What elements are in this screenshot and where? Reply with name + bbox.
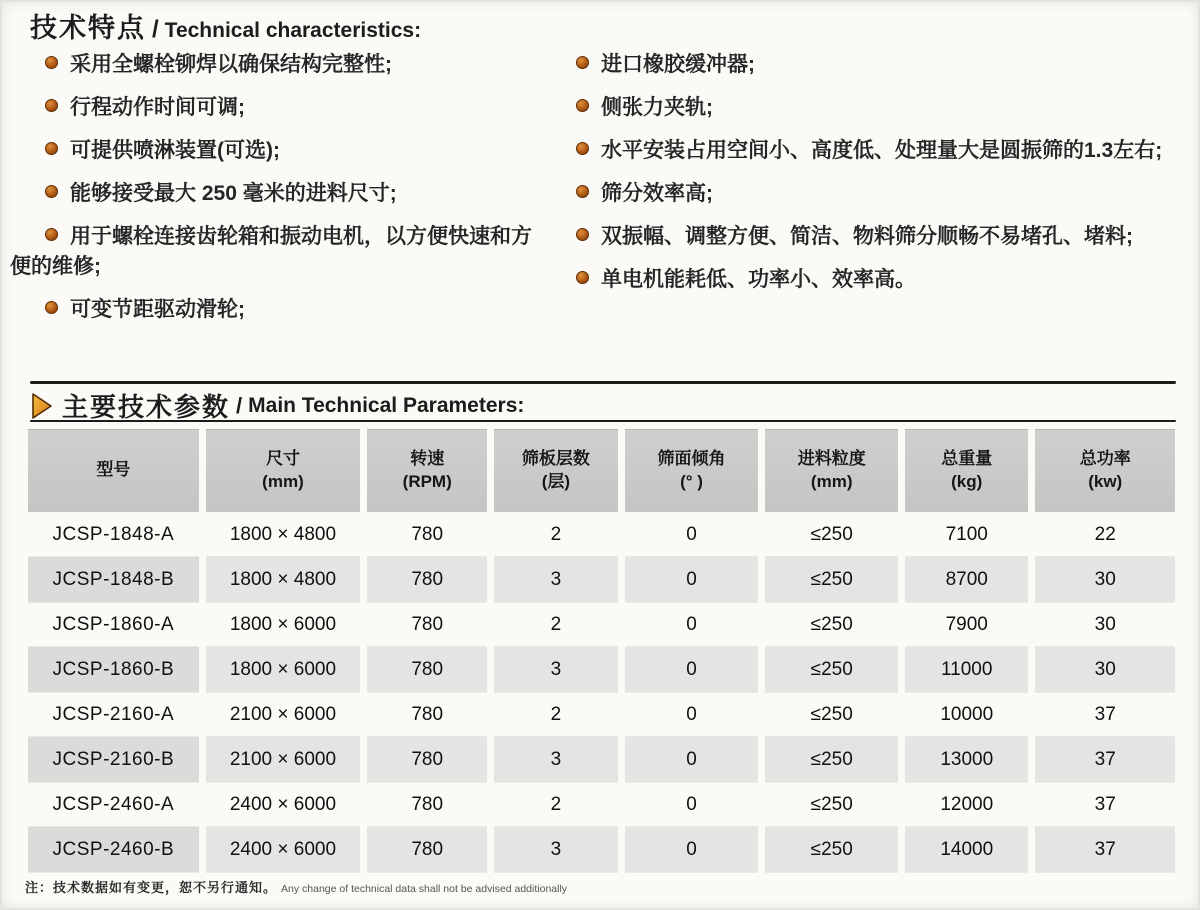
table-header-cell: [28, 429, 199, 512]
table-cell: 1800 × 6000: [229, 613, 337, 635]
footnote-en: Any change of technical data shall not be advised additionally: [281, 883, 568, 895]
header-unit: (kw): [1088, 471, 1123, 491]
table-cell: 22: [1094, 523, 1116, 545]
feature-item: [10, 50, 550, 80]
footnote-zh: 注：技术数据如有变更，恕不另行通知。: [25, 880, 278, 895]
header-name: 筛板层数: [521, 448, 590, 468]
table-cell: 780: [411, 703, 444, 725]
feature-item: [568, 50, 1200, 80]
table-cell: 11000: [905, 647, 1028, 692]
features-title-zh: 技术特点: [30, 13, 146, 43]
table-cell: 3: [494, 737, 617, 782]
table-cell: 10000: [940, 703, 994, 725]
feature-item: [10, 179, 550, 209]
table-cell: 0: [625, 557, 759, 602]
table-cell: ≤250: [765, 827, 898, 872]
feature-item-text: 单电机能耗低、功率小、效率高。: [601, 268, 916, 291]
table-header-cell: [494, 429, 617, 512]
table-header-cell: [1035, 429, 1175, 512]
feature-item: [10, 295, 550, 325]
table-cell: 2400 × 6000: [229, 793, 337, 815]
table-cell: ≤250: [810, 613, 853, 635]
table-row: [28, 512, 1175, 557]
bullet-icon: [45, 142, 58, 155]
features-column-left: [10, 50, 550, 338]
table-cell: 780: [367, 557, 487, 602]
bullet-icon: [45, 185, 58, 198]
table-header-cell: [765, 429, 898, 512]
table-cell: 2400 × 6000: [206, 827, 361, 872]
parameters-title-separator: /: [236, 392, 243, 418]
features-title-separator: /: [152, 16, 159, 43]
table-cell: 0: [686, 523, 697, 545]
table-row: [28, 602, 1175, 647]
table-body: [28, 512, 1175, 872]
bullet-icon: [576, 271, 589, 284]
table-cell: 2: [550, 703, 562, 725]
feature-item-text: 能够接受最大 250 毫米的进料尺寸;: [70, 182, 397, 205]
features-title-en: Technical characteristics:: [164, 19, 422, 42]
table-row: [28, 647, 1175, 692]
parameters-section-title: [30, 387, 524, 424]
table-cell: 30: [1035, 557, 1175, 602]
feature-item-text: 用于螺栓连接齿轮箱和振动电机，以方便快速和方便的维修;: [10, 225, 532, 278]
bullet-icon: [576, 56, 589, 69]
features-column-right: [568, 50, 1200, 308]
table-cell: 1800 × 4800: [229, 523, 337, 545]
table-cell: JCSP-2160-A: [52, 703, 175, 725]
header-name: 总功率: [1079, 448, 1131, 468]
header-name: 型号: [96, 460, 131, 480]
table-cell: 780: [411, 613, 444, 635]
feature-item: [568, 93, 1200, 123]
feature-item-text: 可变节距驱动滑轮;: [70, 298, 245, 321]
table-cell: 37: [1035, 737, 1175, 782]
table-cell: 2: [550, 613, 562, 635]
feature-item: [568, 222, 1200, 252]
table-cell: 1800 × 6000: [206, 647, 361, 692]
feature-item: [10, 136, 550, 166]
table-cell: 37: [1094, 703, 1116, 725]
table-cell: 13000: [905, 737, 1028, 782]
feature-item: [568, 265, 1200, 295]
feature-item: [10, 222, 550, 282]
table-cell: 0: [625, 737, 759, 782]
table-cell: 2: [550, 793, 562, 815]
table-cell: 3: [494, 557, 617, 602]
feature-item-text: 水平安装占用空间小、高度低、处理量大是圆振筛的1.3左右;: [601, 139, 1163, 162]
table-cell: 780: [367, 737, 487, 782]
header-unit: (° ): [680, 471, 703, 491]
header-unit: (mm): [810, 471, 853, 491]
table-header-cell: [206, 429, 361, 512]
feature-item-text: 筛分效率高;: [601, 182, 713, 205]
bullet-icon: [45, 228, 58, 241]
feature-item: [568, 136, 1200, 166]
table-cell: 37: [1035, 827, 1175, 872]
table-row: [28, 827, 1175, 872]
table-row: [28, 782, 1175, 827]
table-cell: JCSP-1860-A: [52, 613, 175, 635]
table-cell: 14000: [905, 827, 1028, 872]
table-cell: JCSP-1860-B: [28, 647, 199, 692]
footnote: [25, 877, 567, 897]
table-cell: 30: [1035, 647, 1175, 692]
parameters-table: [28, 429, 1175, 872]
table-cell: JCSP-2160-B: [28, 737, 199, 782]
table-cell: JCSP-2460-B: [28, 827, 199, 872]
table-cell: 2: [550, 523, 562, 545]
table-cell: 0: [686, 793, 697, 815]
feature-item-text: 行程动作时间可调;: [70, 96, 245, 119]
table-cell: 12000: [940, 793, 994, 815]
bullet-icon: [45, 56, 58, 69]
feature-item: [568, 179, 1200, 209]
header-name: 进料粒度: [797, 448, 866, 468]
table-header-cell: [905, 429, 1028, 512]
table-cell: 0: [625, 647, 759, 692]
bullet-icon: [576, 99, 589, 112]
table-cell: 0: [686, 703, 697, 725]
table-cell: ≤250: [765, 647, 898, 692]
header-name: 总重量: [941, 448, 993, 468]
header-name: 筛面倾角: [657, 448, 726, 468]
table-cell: ≤250: [765, 557, 898, 602]
features-section-title: [30, 6, 421, 45]
table-header-row: [28, 429, 1175, 512]
table-row: [28, 737, 1175, 782]
table-cell: ≤250: [810, 793, 853, 815]
feature-item: [10, 93, 550, 123]
feature-item-text: 进口橡胶缓冲器;: [601, 53, 755, 76]
bullet-icon: [576, 228, 589, 241]
feature-item-text: 双振幅、调整方便、简洁、物料筛分顺畅不易堵孔、堵料;: [601, 225, 1133, 248]
table-cell: ≤250: [810, 523, 853, 545]
header-unit: (层): [541, 471, 571, 491]
table-cell: 8700: [905, 557, 1028, 602]
header-name: 转速: [410, 448, 445, 468]
table-cell: ≤250: [765, 737, 898, 782]
feature-item-text: 侧张力夹轨;: [601, 96, 713, 119]
feature-item-text: 采用全螺栓铆焊以确保结构完整性;: [70, 53, 392, 76]
bullet-icon: [45, 301, 58, 314]
table-header-cell: [625, 429, 759, 512]
header-unit: (RPM): [402, 471, 452, 491]
header-unit: (mm): [262, 471, 304, 491]
feature-item-text: 可提供喷淋装置(可选);: [70, 139, 280, 162]
table-header-cell: [367, 429, 487, 512]
table-cell: 780: [367, 647, 487, 692]
parameters-title-en: Main Technical Parameters:: [248, 393, 525, 417]
table-cell: 780: [411, 793, 444, 815]
table-cell: 0: [625, 827, 759, 872]
table-cell: 37: [1094, 793, 1116, 815]
bullet-icon: [576, 185, 589, 198]
table-cell: 7900: [945, 613, 988, 635]
table-cell: 7100: [945, 523, 988, 545]
table-cell: 0: [686, 613, 697, 635]
section-divider-top: [30, 381, 1176, 384]
table-cell: 3: [494, 647, 617, 692]
header-name: 尺寸: [265, 448, 300, 468]
table-cell: 2100 × 6000: [206, 737, 361, 782]
table-cell: JCSP-2460-A: [52, 793, 175, 815]
table-row: [28, 557, 1175, 602]
table-cell: 780: [367, 827, 487, 872]
table-cell: 3: [494, 827, 617, 872]
table-cell: 30: [1094, 613, 1116, 635]
parameters-title-zh: 主要技术参数: [62, 392, 231, 422]
bullet-icon: [576, 142, 589, 155]
bullet-icon: [45, 99, 58, 112]
table-cell: 780: [411, 523, 444, 545]
table-cell: JCSP-1848-A: [52, 523, 175, 545]
table-cell: ≤250: [810, 703, 853, 725]
header-unit: (kg): [951, 471, 983, 491]
table-cell: JCSP-1848-B: [28, 557, 199, 602]
table-cell: 2100 × 6000: [229, 703, 337, 725]
table-row: [28, 692, 1175, 737]
triangle-icon: [30, 391, 54, 421]
table-cell: 1800 × 4800: [206, 557, 361, 602]
